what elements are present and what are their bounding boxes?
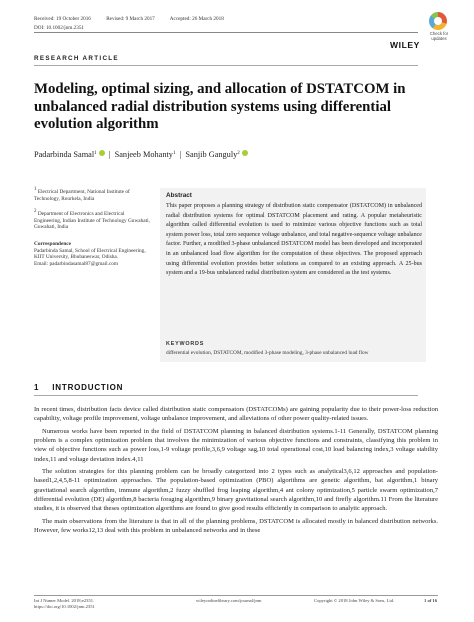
keywords-heading: KEYWORDS	[166, 341, 205, 347]
header-divider	[34, 32, 418, 33]
article-dates	[34, 16, 238, 22]
affiliation-1: 1 Electrical Department, National Institute of Technology, Rourkela, India	[34, 187, 130, 202]
section-number: 1	[34, 383, 40, 392]
correspondence-label: Correspondence	[34, 241, 71, 247]
author-separator: |	[179, 150, 182, 159]
section-divider	[34, 65, 418, 66]
affiliation-2: 2 Department of Electronics and Electrical Engineering, Indian Institute of Technology Guwahati, Guwahati, India	[34, 209, 150, 231]
footer-copyright: Copyright © 2018 John Wiley & Sons, Ltd.	[314, 598, 395, 603]
intro-heading	[34, 383, 123, 392]
correspondence-text: Padarbinda Samal, School of Electrical Engineering, KIIT University, Bhubaneswar, Odisha.	[34, 247, 146, 261]
orcid-icon[interactable]	[99, 150, 105, 156]
doi[interactable]: DOI: 10.1002/jnm.2351	[34, 25, 85, 31]
section-title: INTRODUCTION	[52, 383, 124, 392]
intro-body	[34, 405, 438, 535]
author-affil-sup: 1	[94, 151, 97, 156]
abstract-heading: Abstract	[166, 192, 192, 199]
check-updates-icon	[429, 12, 447, 30]
accepted-date: Accepted: 26 March 2018	[169, 16, 224, 22]
paragraph: The main observations from the literature is that in all of the planning problems, DSTATCOM is allocated mostly in balanced distribution networks. However, few works12,13 deal with this problem in unbalanced networks and in these	[34, 517, 438, 535]
footer-divider	[34, 595, 438, 596]
author-separator: |	[108, 150, 111, 159]
footer-citation[interactable]: Int J Numer Model. 2018;e2351. https://doi.org/10.1002/jnm.2351	[34, 598, 95, 609]
author-affil-sup: 2	[237, 151, 240, 156]
author-name[interactable]: Padarbinda Samal	[34, 150, 95, 159]
correspondence-email[interactable]: Email: padarbindasamal87@gmail.com	[34, 260, 119, 267]
author-affil-sup: 1	[172, 151, 176, 156]
publisher-logo: WILEY	[390, 40, 420, 50]
keywords-text: differential evolution, DSTATCOM, modified 3-phase modeling, 3-phase unbalanced load flow	[166, 350, 369, 356]
paper-title: Modeling, optimal sizing, and allocation of DSTATCOM in unbalanced radial distribution systems using differential evolution algorithm	[34, 81, 406, 132]
footer-journal-link[interactable]: wileyonlinelibrary.com/journal/jnm	[196, 598, 262, 603]
abstract-text: This paper proposes a planning strategy of distribution static compensator (DSTATCOM) in unbalanced radial distribution systems for optimal DSTATCOM placement and rating. A popular metaheuristic algorithm called differential evolution is used to minimize various objective functions such as total system power loss, total zero sequence voltage unbalance, and total negative-sequence voltage unbalance factor. Further, a modified 3-phase unbalanced DSTATCOM model has been developed and incorporated in an unbalanced load flow algorithm for the computation of these objectives. The proposed approach using differential evolution provides better solutions as compared to an existing approach. A 25-bus system and a 19-bus unbalanced radial distribution system are considered as the test systems.	[166, 203, 422, 277]
section-label: RESEARCH ARTICLE	[34, 55, 119, 62]
paragraph: Numerous works have been reported in the field of DSTATCOM planning in balanced distribution systems.1-11 Generally, DSTATCOM planning problem is a complex optimization problem that involves the minimization of various objective functions and constraints, classifying this problem in view of objective functions such as power loss,1-9 voltage profile,3,6,9 voltage sag,10 total operational cost,10 load balancing index,3 voltage stability index,11 and voltage deviation index.4,11	[34, 427, 438, 463]
check-for-updates-badge[interactable]	[422, 12, 458, 52]
intro-divider	[34, 395, 418, 396]
orcid-icon[interactable]	[242, 150, 248, 156]
correspondence	[34, 241, 150, 267]
author-list	[34, 150, 248, 159]
revised-date: Revised: 9 March 2017	[106, 16, 155, 22]
page-number: 1 of 16	[424, 598, 438, 603]
paragraph: In recent times, distribution facts device called distribution static compensators (DSTATCOMs) are gaining popularity due to their power-loss reduction capability, voltage profile improvement, voltage unbalance improvement, and alleviations of other power quality-related issues.	[34, 406, 438, 423]
received-date: Received: 19 October 2016	[34, 16, 91, 22]
check-updates-label: Check for updates	[429, 31, 449, 41]
author-name[interactable]: Sanjeeb Mohanty	[114, 150, 173, 159]
paragraph: The solution strategies for this planning problem can be broadly categorized into 2 types such as analytical3,6,12 approaches and population-based1,2,4,5,8-11 optimization approaches. The population-based optimization (PBO) algorithms are genetic algorithm, bat algorithm,1 binary gravitational search algorithm, immune algorithm,2 fuzzy shuffled frog leaping algorithm,4 ant colony optimization,5 particle swarm optimization,7 differential evolution (DE) algorithm,8 bacteria foraging algorithm,9 binary gravitational search algorithm,10 and firefly algorithm.11 From the literature studies, it is observed that theses optimization algorithms are found to give good results efficiently in comparison to analytic approach.	[34, 468, 438, 513]
author-name[interactable]: Sanjib Ganguly	[185, 150, 238, 159]
